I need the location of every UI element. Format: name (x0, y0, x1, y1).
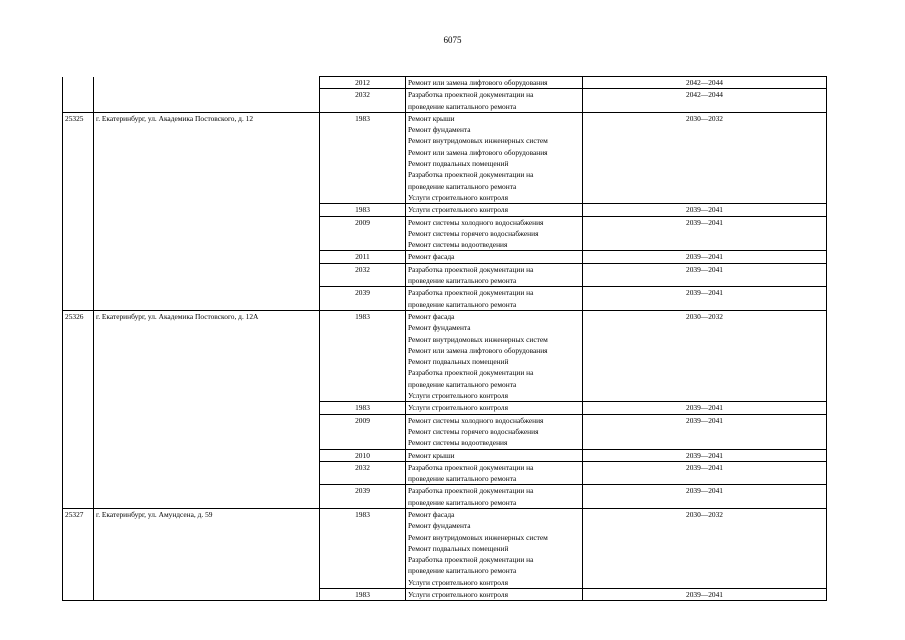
work-item: Ремонт фундамента (408, 521, 471, 531)
works-cell (406, 414, 583, 449)
table-body (63, 77, 827, 601)
year-cell: 2032 (320, 263, 406, 287)
period-cell: 2042—2044 (583, 77, 827, 89)
work-item: Ремонт крыши (408, 450, 455, 460)
work-item: Ремонт системы холодного водоснабжения (408, 415, 544, 425)
period-cell: 2039—2041 (583, 449, 827, 461)
period-cell: 2042—2044 (583, 89, 827, 113)
work-item: проведение капитального ремонта (408, 299, 517, 309)
work-item: Разработка проектной документации на (408, 368, 534, 378)
work-item: проведение капитального ремонта (408, 276, 517, 286)
work-item: Ремонт системы холодного водоснабжения (408, 217, 544, 227)
table-row (63, 449, 827, 461)
address-cell: г. Екатеринбург, ул. Академика Постовского, д. 12 (94, 112, 320, 203)
work-item: Ремонт подвальных помещений (408, 357, 509, 367)
building-number-cell (63, 89, 94, 113)
table-row (63, 402, 827, 414)
table-row (63, 112, 827, 203)
work-item: Разработка проектной документации на (408, 486, 534, 496)
works-cell (406, 216, 583, 251)
building-number-cell (63, 402, 94, 414)
year-cell: 1983 (320, 204, 406, 216)
address-cell (94, 287, 320, 311)
work-item: Ремонт подвальных помещений (408, 543, 509, 553)
work-item: проведение капитального ремонта (408, 379, 517, 389)
page-number: 6075 (443, 35, 462, 45)
address-cell (94, 449, 320, 461)
year-cell: 1983 (320, 508, 406, 588)
year-cell: 2039 (320, 287, 406, 311)
address-cell: г. Екатеринбург, ул. Амундсена, д. 59 (94, 508, 320, 588)
period-cell: 2039—2041 (583, 589, 827, 601)
period-cell: 2039—2041 (583, 204, 827, 216)
address-cell (94, 89, 320, 113)
year-cell: 2009 (320, 216, 406, 251)
year-cell: 2032 (320, 461, 406, 485)
works-cell (406, 204, 583, 216)
period-cell: 2039—2041 (583, 461, 827, 485)
address-cell (94, 77, 320, 89)
work-item: Разработка проектной документации на (408, 288, 534, 298)
building-number-cell: 25325 (63, 112, 94, 203)
address-cell: г. Екатеринбург, ул. Академика Постовского, д. 12А (94, 310, 320, 401)
period-cell: 2039—2041 (583, 287, 827, 311)
building-number-cell (63, 449, 94, 461)
table-row (63, 287, 827, 311)
year-cell: 1983 (320, 402, 406, 414)
work-item: проведение капитального ремонта (408, 181, 517, 191)
work-item: Разработка проектной документации на (408, 90, 534, 100)
work-item: Ремонт фасада (408, 252, 455, 262)
works-cell (406, 449, 583, 461)
work-item: Разработка проектной документации на (408, 555, 534, 565)
work-item: Ремонт или замена лифтового оборудования (408, 345, 548, 355)
work-item: Ремонт фасада (408, 311, 455, 321)
period-cell: 2039—2041 (583, 485, 827, 509)
table-row (63, 77, 827, 89)
work-item: Разработка проектной документации на (408, 264, 534, 274)
work-item: Услуги строительного контроля (408, 205, 508, 215)
work-item: Разработка проектной документации на (408, 170, 534, 180)
address-cell (94, 263, 320, 287)
works-cell (406, 485, 583, 509)
work-item: проведение капитального ремонта (408, 566, 517, 576)
work-item: Ремонт подвальных помещений (408, 159, 509, 169)
table-row (63, 414, 827, 449)
building-number-cell (63, 461, 94, 485)
works-cell (406, 310, 583, 401)
works-cell (406, 402, 583, 414)
period-cell: 2039—2041 (583, 263, 827, 287)
address-cell (94, 216, 320, 251)
work-item: Ремонт внутридомовых инженерных систем (408, 334, 548, 344)
work-item: Ремонт системы водоотведения (408, 240, 508, 250)
work-item: Ремонт внутридомовых инженерных систем (408, 532, 548, 542)
works-cell (406, 77, 583, 89)
building-number-cell (63, 485, 94, 509)
works-cell (406, 508, 583, 588)
work-item: проведение капитального ремонта (408, 101, 517, 111)
building-number-cell (63, 77, 94, 89)
period-cell: 2030—2032 (583, 112, 827, 203)
work-item: проведение капитального ремонта (408, 497, 517, 507)
period-cell: 2039—2041 (583, 216, 827, 251)
year-cell: 1983 (320, 589, 406, 601)
table-row (63, 485, 827, 509)
period-cell: 2039—2041 (583, 414, 827, 449)
work-item: Услуги строительного контроля (408, 590, 508, 600)
address-cell (94, 414, 320, 449)
work-item: Разработка проектной документации на (408, 462, 534, 472)
period-cell: 2030—2032 (583, 508, 827, 588)
table-row (63, 89, 827, 113)
year-cell: 2032 (320, 89, 406, 113)
year-cell: 2011 (320, 251, 406, 263)
table-row (63, 263, 827, 287)
building-number-cell (63, 204, 94, 216)
table-row (63, 508, 827, 588)
work-item: Ремонт фундамента (408, 323, 471, 333)
building-number-cell (63, 414, 94, 449)
works-cell (406, 589, 583, 601)
year-cell: 2009 (320, 414, 406, 449)
address-cell (94, 251, 320, 263)
address-cell (94, 461, 320, 485)
year-cell: 2039 (320, 485, 406, 509)
capital-repair-table (62, 76, 827, 601)
building-number-cell (63, 287, 94, 311)
work-item: Ремонт крыши (408, 113, 455, 123)
table-row (63, 461, 827, 485)
work-item: Ремонт или замена лифтового оборудования (408, 78, 548, 87)
work-item: Ремонт или замена лифтового оборудования (408, 147, 548, 157)
year-cell: 2010 (320, 449, 406, 461)
table-row (63, 204, 827, 216)
work-item: проведение капитального ремонта (408, 474, 517, 484)
table-row (63, 589, 827, 601)
work-item: Ремонт фундамента (408, 125, 471, 135)
year-cell: 1983 (320, 310, 406, 401)
work-item: Ремонт системы горячего водоснабжения (408, 426, 539, 436)
work-item: Ремонт внутридомовых инженерных систем (408, 136, 548, 146)
address-cell (94, 485, 320, 509)
work-item: Услуги строительного контроля (408, 391, 508, 401)
works-cell (406, 251, 583, 263)
table-row (63, 251, 827, 263)
table-row (63, 216, 827, 251)
works-cell (406, 461, 583, 485)
building-number-cell: 25327 (63, 508, 94, 588)
works-cell (406, 263, 583, 287)
address-cell (94, 589, 320, 601)
building-number-cell (63, 263, 94, 287)
period-cell: 2039—2041 (583, 402, 827, 414)
work-item: Услуги строительного контроля (408, 577, 508, 587)
works-cell (406, 89, 583, 113)
period-cell: 2030—2032 (583, 310, 827, 401)
work-item: Услуги строительного контроля (408, 403, 508, 413)
building-number-cell: 25326 (63, 310, 94, 401)
work-item: Ремонт фасада (408, 509, 455, 519)
building-number-cell (63, 589, 94, 601)
work-item: Услуги строительного контроля (408, 192, 508, 202)
address-cell (94, 402, 320, 414)
table-row (63, 310, 827, 401)
work-item: Ремонт системы водоотведения (408, 438, 508, 448)
building-number-cell (63, 251, 94, 263)
year-cell: 2012 (320, 77, 406, 89)
address-cell (94, 204, 320, 216)
year-cell: 1983 (320, 112, 406, 203)
works-cell (406, 287, 583, 311)
period-cell: 2039—2041 (583, 251, 827, 263)
works-cell (406, 112, 583, 203)
building-number-cell (63, 216, 94, 251)
work-item: Ремонт системы горячего водоснабжения (408, 228, 539, 238)
